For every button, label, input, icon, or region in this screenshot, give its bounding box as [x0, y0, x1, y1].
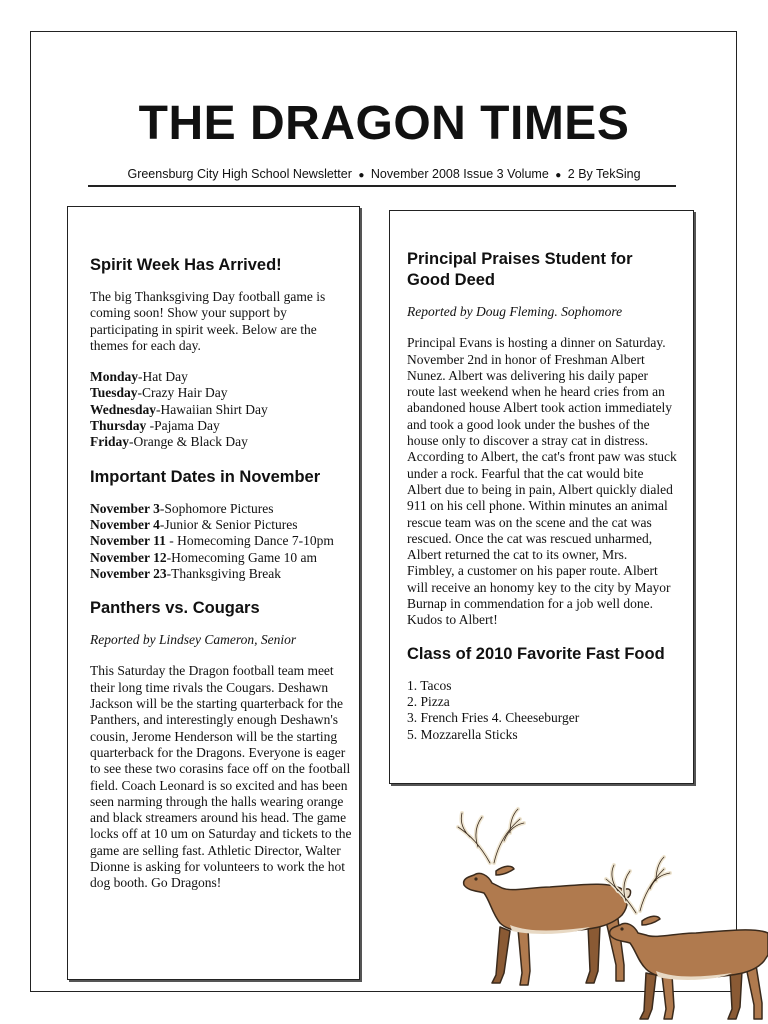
right-column: [389, 210, 694, 784]
separator: -: [138, 369, 143, 385]
bullet-icon: ●: [358, 170, 365, 181]
important-dates-heading: Important Dates in November: [90, 467, 321, 486]
date-event: Junior & Senior Pictures: [164, 516, 298, 532]
day-name: Friday: [90, 434, 129, 450]
panthers-body: This Saturday the Dragon football team meet their long time rivals the Cougars. Deshawn Jackson will be the starting quarterback for the Panthers, and interestingly enough Deshawn's cousin, Jerome Henderson will be the starting quarterback for the Dragons. Everyone is eager to see these two corasins face off on the football field. Coach Leonard is so excited and has been seen narming through the halls wearing orange and black streamers around his head. The game locks off at 10 um on Saturday and tickets to the game are selling fast. Athletic Director, Walter Dionne is asking for volunteers to work the hot dog booth. Go Dragons!: [90, 663, 352, 891]
date-event: Homecoming Game 10 am: [171, 549, 317, 565]
subtitle-author: 2 By TekSing: [567, 167, 641, 181]
leg: [728, 971, 742, 1019]
spirit-day-row: [90, 385, 355, 401]
left-column: [67, 206, 360, 980]
separator: -: [137, 385, 143, 401]
principal-byline: Reported by Doug Fleming. Sophomore: [407, 304, 623, 319]
panthers-heading: Panthers vs. Cougars: [90, 599, 260, 618]
fast-food-item: 3. French Fries 4. Cheeseburger: [407, 710, 580, 726]
day-theme: Crazy Hair Day: [142, 385, 228, 401]
day-name: Thursday: [90, 418, 147, 434]
ear: [496, 866, 514, 875]
date-row: [90, 517, 355, 533]
separator: -: [166, 549, 172, 565]
fast-food-list: [407, 678, 677, 743]
date-row: [90, 550, 355, 566]
leg: [586, 925, 600, 983]
leg: [518, 929, 530, 985]
separator: -: [146, 418, 155, 434]
date-label: November 11: [90, 533, 166, 549]
separator: -: [129, 434, 134, 450]
separator: -: [159, 516, 165, 532]
spirit-week-days: [90, 369, 355, 450]
date-label: November 3: [90, 500, 160, 516]
day-theme: Pajama Day: [154, 418, 220, 434]
deer-front: [606, 857, 768, 1019]
principal-heading: Principal Praises Student for Good Deed: [407, 250, 633, 289]
date-row: [90, 501, 355, 517]
date-row: [90, 566, 355, 582]
important-dates-list: [90, 501, 355, 582]
date-label: November 23: [90, 565, 167, 581]
masthead-divider: [88, 185, 676, 187]
principal-body: Principal Evans is hosting a dinner on Saturday. November 2nd in honor of Freshman Albert Nunez. Albert was delivering his daily paper route last weekend when he heard cries from an abandoned house Albert took action immediately and took a good look under the bushes of the house only to discover a stray cat in distress. According to Albert, the cat's front paw was stuck under a rock. Fearful that the cat would bite Albert due to being in pain, Albert quickly dialed 911 on his cell phone. Within minutes an animal rescue team was on the scene and the cat was rescued. Once the cat was rescued unharmed, Albert returned the cat to its owner, Mrs. Fimbley, a customer on his paper route. Albert will receive an honomy key to the city by Mayor Burnap in commendation for a job well done. Kudos to Albert!: [407, 335, 677, 628]
antler: [458, 809, 524, 863]
separator: -: [166, 565, 172, 581]
separator: -: [156, 401, 161, 417]
fast-food-item: 1. Tacos: [407, 677, 452, 693]
bullet-icon: ●: [555, 170, 562, 181]
fast-food-heading: Class of 2010 Favorite Fast Food: [407, 644, 665, 663]
day-name: Monday: [90, 369, 139, 385]
spirit-week-intro: The big Thanksgiving Day football game is coming soon! Show your support by participating in spirit week. Below are the themes for each day.: [90, 289, 326, 353]
leg: [640, 973, 656, 1019]
date-event: Homecoming Dance 7-10pm: [177, 533, 334, 549]
day-name: Wednesday: [90, 401, 157, 417]
subtitle-school: Greensburg City High School Newsletter: [127, 167, 352, 181]
leg: [746, 965, 762, 1019]
fast-food-item: 5. Mozzarella Sticks: [407, 726, 518, 742]
spirit-day-row: [90, 402, 355, 418]
date-event: Sophomore Pictures: [164, 500, 274, 516]
date-row: [90, 533, 355, 549]
deer-body: [610, 923, 768, 978]
date-label: November 4: [90, 516, 160, 532]
separator: -: [165, 533, 178, 549]
ear: [642, 916, 660, 925]
date-label: November 12: [90, 549, 167, 565]
spirit-week-heading: Spirit Week Has Arrived!: [90, 256, 282, 274]
day-theme: Hat Day: [142, 369, 188, 385]
day-theme: Orange & Black Day: [133, 434, 248, 450]
leg: [662, 975, 674, 1019]
spirit-day-row: [90, 369, 355, 385]
spirit-day-row: [90, 418, 355, 434]
spirit-day-row: [90, 434, 355, 450]
subtitle-issue: November 2008 Issue 3 Volume: [370, 167, 549, 181]
leg: [492, 927, 510, 983]
day-name: Tuesday: [90, 385, 138, 401]
deer-back: [458, 809, 631, 985]
fast-food-item: 2. Pizza: [407, 693, 450, 709]
deer-illustration: [440, 805, 768, 1024]
date-event: Thanksgiving Break: [171, 565, 281, 581]
day-theme: Hawaiian Shirt Day: [160, 401, 268, 417]
separator: -: [159, 500, 165, 516]
deer-body: [464, 873, 628, 932]
panthers-byline: Reported by Lindsey Cameron, Senior: [90, 632, 297, 648]
newsletter-title: THE DRAGON TIMES: [138, 97, 630, 150]
newsletter-subtitle: [0, 166, 768, 184]
